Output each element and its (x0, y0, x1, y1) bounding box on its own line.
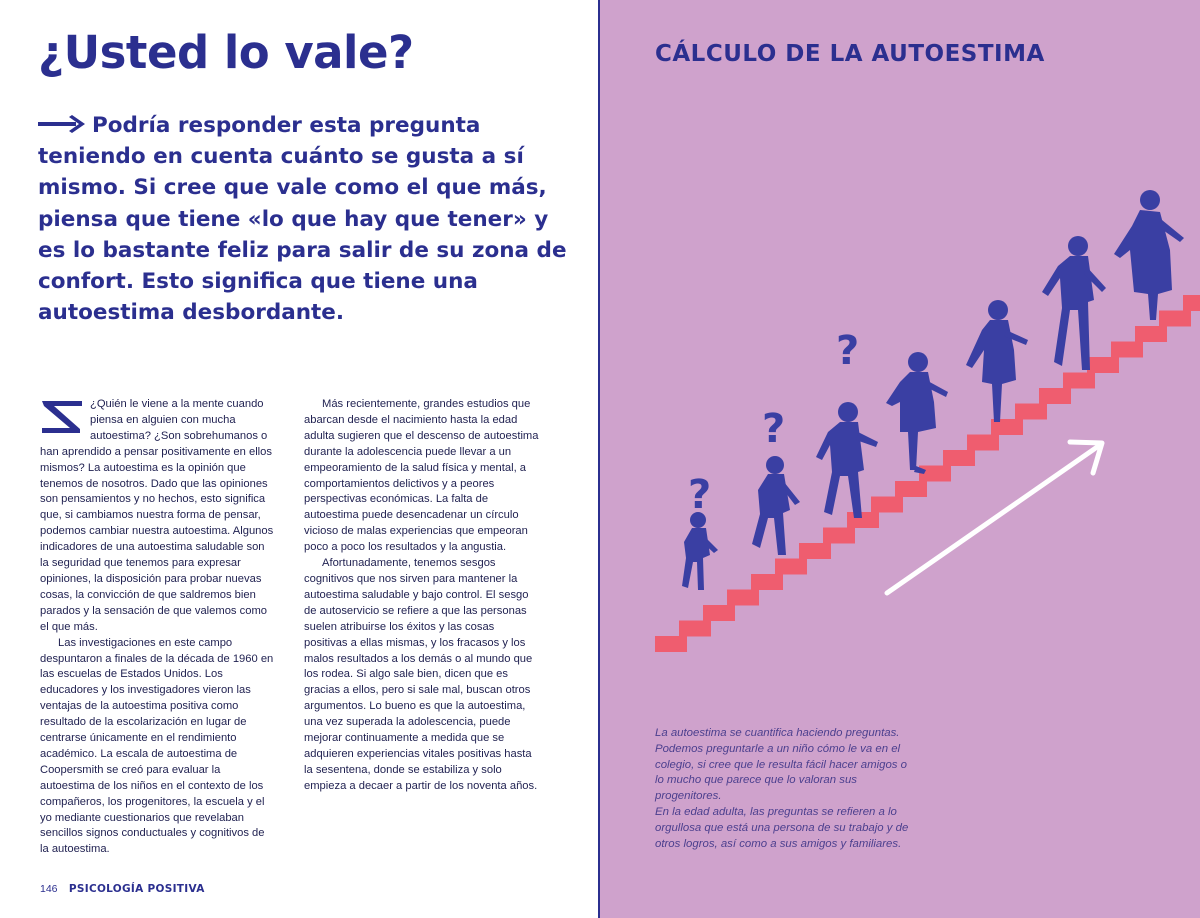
stair-step (823, 528, 855, 544)
stair-step (895, 481, 927, 497)
right-page (600, 0, 1200, 918)
stair-step (1015, 404, 1047, 420)
stair-step (751, 574, 783, 590)
question-mark-icon: ? (688, 472, 712, 518)
stair-step (775, 559, 807, 575)
staircase-illustration (600, 170, 1200, 670)
question-mark-icon: ? (836, 328, 860, 374)
col2-paragraph-2: Afortunadamente, tenemos sesgos cognitivos que nos sirven para mantener la autoestima saludable y bajo control. El sesgo de autoservicio se refiere a que las personas suelen atribuirse los éxitos y las cosas positivas a ellas mismas, y los fracasos y los malos resultados a los demás o al mundo que los rodea. Si algo sale bien, dicen que es gracias a ellos, pero si sale mal, buscan otros argumentos. Lo bueno es que la autoestima, una vez superada la adolescencia, puede mejorar continuamente a medida que se adquieren experiencias vitales positivas hasta la sesentena, donde se estabiliza y solo empieza a decaer a partir de los noventa años. (304, 557, 538, 792)
stair-step (1039, 388, 1071, 404)
intro-text-wrap (38, 110, 578, 328)
dropcap-s-icon (40, 399, 84, 435)
body-column-1 (40, 397, 276, 858)
person-young-woman-icon (886, 352, 948, 474)
question-mark-icon: ? (762, 406, 786, 452)
page-footer (40, 883, 205, 895)
col1-paragraph-1: ¿Quién le viene a la mente cuando piensa en alguien con mucha autoestima? ¿Son sobrehumanos o han aprendido a pensar positivamente en ellos mismos? La autoestima es la opinión que tenemos de nosotros. Dado que las opiniones son pensamientos y no hechos, esto significa que, si cambiamos nuestra forma de pensar, podemos cambiar nuestra autoestima. Algunos indicadores de una autoestima saludable son la seguridad que tenemos para expresar opiniones, la disposición para probar nuevas cosas, la convicción de que saldremos bien parados y la sensación de que valemos como el que más. (40, 398, 274, 633)
stair-step (1135, 326, 1167, 342)
growth-arrow-icon (887, 442, 1102, 593)
caption-paragraph-1: La autoestima se cuantifica haciendo preguntas. Podemos preguntarle a un niño cómo le va en el colegio, si cree que le resulta fácil hacer amigos o lo mucho que parece que lo valoran sus progenitores. (655, 727, 907, 803)
arrow-right-icon (38, 114, 86, 134)
person-adult-man-icon (1042, 236, 1106, 370)
person-child-icon (752, 456, 800, 555)
stair-step (727, 590, 759, 606)
figures (682, 190, 1184, 590)
stair-step (943, 450, 975, 466)
intro-paragraph (38, 110, 578, 328)
person-child-small-icon (682, 512, 718, 590)
col1-paragraph-2: Las investigaciones en este campo despuntaron a finales de la década de 1960 en las escuelas de Estados Unidos. Los educadores y los investigadores vieron las ventajas de la autoestima positiva como resultado de la escolarización en lugar de centrarse únicamente en el rendimiento académico. La escala de autoestima de Coopersmith se creó para evaluar la autoestima de los niños en el contexto de los compañeros, los progenitores, la escuela y el yo mediante cuestionarios que revelaban sencillos signos conductuales y cognitivos de la autoestima. (40, 636, 274, 856)
stair-step (1063, 373, 1095, 389)
page-number: 146 (40, 883, 58, 895)
person-elderly-woman-icon (1114, 190, 1184, 320)
stair-step (655, 636, 687, 652)
illustration-caption (655, 726, 910, 852)
stair-step (799, 543, 831, 559)
caption-paragraph-2: En la edad adulta, las preguntas se refieren a lo orgullosa que está una persona de su trabajo y de otros logros, así como a sus amigos y familiares. (655, 805, 909, 850)
stair-step (1159, 311, 1191, 327)
col2-paragraph-1: Más recientemente, grandes estudios que abarcan desde el nacimiento hasta la edad adulta sugieren que el descenso de autoestima durante la adolescencia puede llevar a un empeoramiento de la salud física y mental, a comportamientos delictivos y a peores perspectivas económicas. La falta de autoestima puede desencadenar un círculo vicioso de malas experiencias que empeoran poco a poco los resultados y la angustia. (304, 398, 539, 554)
intro-text: Podría responder esta pregunta teniendo en cuenta cuánto se gusta a sí mismo. Si cree que vale como el que más, piensa que tiene «lo que hay que tener» y es lo bastante feliz para salir de su zona de confort. Esto significa que tiene una autoestima desbordante. (38, 113, 567, 326)
person-teen-icon (816, 402, 878, 518)
page-title: ¿Usted lo vale? (38, 26, 414, 79)
stair-step (679, 621, 711, 637)
stair-step (1087, 357, 1119, 373)
stair-step (967, 435, 999, 451)
stair-step (703, 605, 735, 621)
stair-step (847, 512, 879, 528)
stair-step (1111, 342, 1143, 358)
body-column-2 (304, 397, 540, 795)
section-name: PSICOLOGÍA POSITIVA (68, 883, 205, 895)
staircase (655, 295, 1200, 652)
stair-step (1183, 295, 1200, 311)
illustration-title: CÁLCULO DE LA AUTOESTIMA (655, 41, 1045, 67)
stair-step (871, 497, 903, 513)
